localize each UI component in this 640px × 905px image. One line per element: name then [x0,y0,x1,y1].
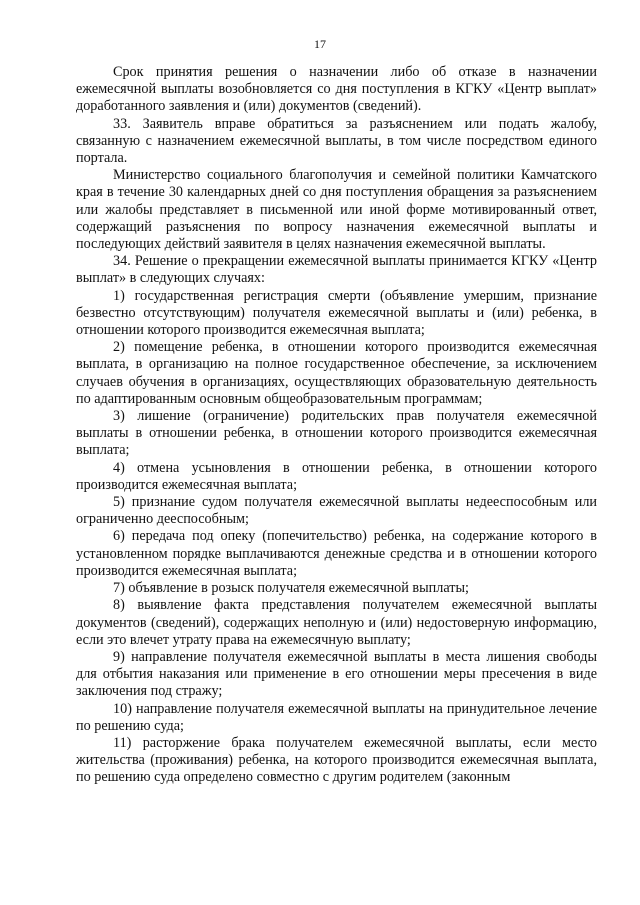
list-item-6: 6) передача под опеку (попечительство) ребенка, на содержание которого в установленном порядке выплачиваются денежные средства и в отношении которого производится ежемесячная выплата; [76,528,597,579]
paragraph-ministry-response: Министерство социального благополучия и семейной политики Камчатского края в течение 30 календарных дней со дня поступления обращения за разъяснением или жалобы представляет в письменной или иной форме мотивированный ответ, содержащий разъяснения по вопросу назначения ежемесячной выплаты и последующих действий заявителя в целях назначения ежемесячной выплаты. [76,167,597,253]
list-item-5: 5) признание судом получателя ежемесячной выплаты недееспособным или ограниченно дееспособным; [76,494,597,528]
list-item-7: 7) объявление в розыск получателя ежемесячной выплаты; [113,580,469,597]
document-body [76,64,597,787]
paragraph-33-complaint: 33. Заявитель вправе обратиться за разъяснением или подать жалобу, связанную с назначением ежемесячной выплаты, в том числе посредством единого портала. [76,115,597,167]
list-item-10: 10) направление получателя ежемесячной выплаты на принудительное лечение по решению суда; [76,700,597,734]
list-item-4: 4) отмена усыновления в отношении ребенка, в отношении которого производится ежемесячная выплата; [76,459,597,493]
list-item-11: 11) расторжение брака получателем ежемесячной выплаты, если место жительства (проживания) ребенка, на которого производится ежемесячная выплата, по решению суда определено совместно с другим родителем (законным [76,734,597,786]
paragraph-34-termination: 34. Решение о прекращении ежемесячной выплаты принимается КГКУ «Центр выплат» в следующих случаях: [76,253,597,287]
list-item-8: 8) выявление факта представления получателем ежемесячной выплаты документов (сведений), содержащих неполную и (или) недостоверную информацию, если это влечет утрату права на ежемесячную выплату; [76,597,597,648]
page-number: 17 [314,37,326,51]
list-item-2: 2) помещение ребенка, в отношении которого производится ежемесячная выплата, в организацию на полное государственное обеспечение, за исключением случаев обучения в организациях, осуществляющих образовательную деятельность по адаптированным основным общеобразовательным программам; [76,339,597,407]
list-item-9: 9) направление получателя ежемесячной выплаты в места лишения свободы для отбытия наказания или применение в его отношении меры пресечения в виде заключения под стражу; [76,648,597,700]
paragraph-decision-term: Срок принятия решения о назначении либо об отказе в назначении ежемесячной выплаты возобновляется со дня поступления в КГКУ «Центр выплат» доработанного заявления и (или) документов (сведений). [76,64,597,115]
list-item-3: 3) лишение (ограничение) родительских прав получателя ежемесячной выплаты в отношении ребенка, в отношении которого производится ежемесячная выплата; [76,408,597,459]
list-item-1: 1) государственная регистрация смерти (объявление умершим, признание безвестно отсутствующим) получателя ежемесячной выплаты и (или) ребенка, в отношении которого производится ежемесячная выплата; [76,287,597,339]
